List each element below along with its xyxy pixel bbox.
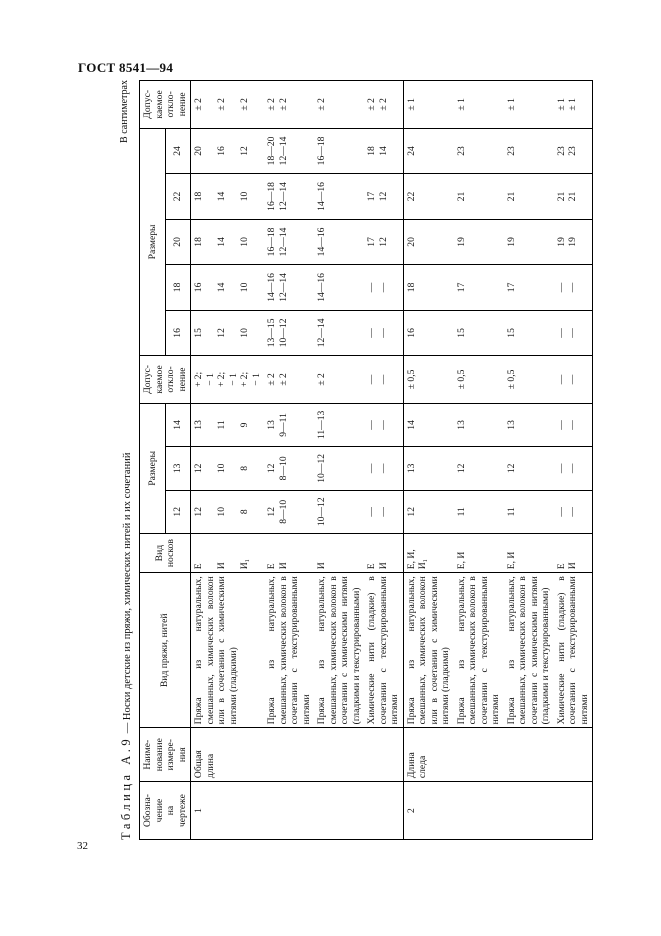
header-row bbox=[140, 81, 166, 840]
measurement-name-cell: Общая длина bbox=[191, 728, 265, 782]
size-value-cell: 12 bbox=[454, 447, 504, 490]
size-value-cell: — — bbox=[554, 490, 593, 533]
size-value-cell: 19 bbox=[504, 219, 554, 264]
tolerance-cell: ± 1 bbox=[504, 81, 554, 129]
measurement-name-cell bbox=[504, 728, 554, 782]
table-row bbox=[364, 81, 403, 840]
sock-type-cell: Е И bbox=[554, 533, 593, 572]
size-value-cell: 13 9—11 bbox=[264, 403, 314, 446]
size-value-cell: 17 12 bbox=[364, 219, 403, 264]
sock-type-cell: Е, И, И₁ bbox=[403, 533, 454, 572]
size-header: 14 bbox=[165, 403, 191, 446]
size-value-cell: 14—16 12—14 bbox=[264, 265, 314, 310]
size-header: 22 bbox=[165, 174, 191, 219]
size-value-cell: — — bbox=[364, 265, 403, 310]
size-value-cell: 11 bbox=[504, 490, 554, 533]
yarn-type-cell: Химические нити (гладкие) в сочетании с текстурированными нитями bbox=[554, 573, 593, 728]
size-value-cell: 12 8—10 bbox=[264, 447, 314, 490]
table-caption-title: — Носки детские из пряжи, химических нитей и их сочетаний bbox=[122, 452, 133, 734]
size-value-cell: 14—16 bbox=[314, 219, 364, 264]
size-value-cell: 13 11 9 bbox=[191, 403, 265, 446]
size-value-cell: 17 bbox=[454, 265, 504, 310]
size-value-cell: 12 8—10 bbox=[264, 490, 314, 533]
size-value-cell: 13 bbox=[504, 403, 554, 446]
sock-type-cell: Е, И bbox=[454, 533, 504, 572]
tolerance-cell: ± 2 bbox=[314, 356, 364, 404]
col-sock-type: Вид носков bbox=[140, 533, 191, 572]
size-header: 18 bbox=[165, 265, 191, 310]
size-value-cell: 18 14 10 bbox=[191, 174, 265, 219]
measurement-name-cell bbox=[554, 728, 593, 782]
size-value-cell: 23 bbox=[454, 128, 504, 174]
size-value-cell: 11 bbox=[454, 490, 504, 533]
size-value-cell: 23 bbox=[504, 128, 554, 174]
table-row bbox=[403, 81, 454, 840]
size-value-cell: 12—14 bbox=[314, 310, 364, 355]
designation-cell bbox=[454, 782, 504, 840]
table-body bbox=[191, 81, 593, 840]
sock-type-cell: Е И И₁ bbox=[191, 533, 265, 572]
sock-type-cell: Е И bbox=[364, 533, 403, 572]
col-designation: Обозна- чение на чертеже bbox=[140, 782, 191, 840]
tolerance-cell: ± 1 bbox=[454, 81, 504, 129]
size-value-cell: 18 14 bbox=[364, 128, 403, 174]
size-value-cell: 16—18 12—14 bbox=[264, 219, 314, 264]
size-value-cell: 10—12 bbox=[314, 447, 364, 490]
size-value-cell: — — bbox=[364, 447, 403, 490]
size-value-cell: 13 bbox=[403, 447, 454, 490]
size-header: 24 bbox=[165, 128, 191, 174]
designation-cell bbox=[554, 782, 593, 840]
tolerance-cell: ± 1 bbox=[403, 81, 454, 129]
size-value-cell: 22 bbox=[403, 174, 454, 219]
size-value-cell: 11—13 bbox=[314, 403, 364, 446]
measurement-name-cell bbox=[454, 728, 504, 782]
size-value-cell: 12 10 8 bbox=[191, 490, 265, 533]
col-tolerance-b: Допус- каемое откло- нение bbox=[140, 81, 191, 129]
tolerance-cell: ± 2 ± 2 bbox=[264, 356, 314, 404]
size-value-cell: 15 bbox=[504, 310, 554, 355]
size-value-cell: 16 bbox=[403, 310, 454, 355]
designation-cell: 1 bbox=[191, 782, 265, 840]
tolerance-cell: ± 1 ± 1 bbox=[554, 81, 593, 129]
yarn-type-cell: Пряжа из натуральных, смешанных, химических волокон или в сочетании с химическими нитями (гладкими) bbox=[403, 573, 454, 728]
tolerance-cell: ± 0,5 bbox=[454, 356, 504, 404]
col-tolerance-a: Допус- каемое откло- нение bbox=[140, 356, 191, 404]
size-header: 16 bbox=[165, 310, 191, 355]
measurement-name-cell: Длина следа bbox=[403, 728, 454, 782]
tolerance-cell: ± 2 bbox=[314, 81, 364, 129]
table-row bbox=[264, 81, 314, 840]
table-row bbox=[314, 81, 364, 840]
size-value-cell: 19 19 bbox=[554, 219, 593, 264]
col-sizes-group-b: Размеры bbox=[140, 128, 166, 355]
size-header: 13 bbox=[165, 447, 191, 490]
designation-cell bbox=[364, 782, 403, 840]
rotated-table-area bbox=[115, 80, 590, 840]
tolerance-cell: — — bbox=[554, 356, 593, 404]
size-value-cell: 17 12 bbox=[364, 174, 403, 219]
size-value-cell: 12 bbox=[504, 447, 554, 490]
size-value-cell: 23 23 bbox=[554, 128, 593, 174]
size-value-cell: 20 16 12 bbox=[191, 128, 265, 174]
designation-cell bbox=[314, 782, 364, 840]
size-value-cell: 12 bbox=[403, 490, 454, 533]
designation-cell: 2 bbox=[403, 782, 454, 840]
sock-type-cell: Е, И bbox=[504, 533, 554, 572]
col-measurement: Наиме- нование измере- ния bbox=[140, 728, 191, 782]
size-header: 20 bbox=[165, 219, 191, 264]
size-value-cell: 14—16 bbox=[314, 174, 364, 219]
table-frame bbox=[115, 80, 590, 840]
size-value-cell: 14 bbox=[403, 403, 454, 446]
size-value-cell: 12 10 8 bbox=[191, 447, 265, 490]
table-row bbox=[191, 81, 265, 840]
sock-type-cell: И bbox=[314, 533, 364, 572]
size-value-cell: 10—12 bbox=[314, 490, 364, 533]
tolerance-cell: ± 2 ± 2 ± 2 bbox=[191, 81, 265, 129]
size-value-cell: — — bbox=[554, 265, 593, 310]
designation-cell bbox=[264, 782, 314, 840]
designation-cell bbox=[504, 782, 554, 840]
sock-type-cell: Е И bbox=[264, 533, 314, 572]
col-sizes-group-a: Размеры bbox=[140, 403, 166, 533]
dimensions-table bbox=[139, 80, 593, 840]
size-value-cell: 21 bbox=[454, 174, 504, 219]
yarn-type-cell: Пряжа из натуральных, смешанных, химических волокон в сочетании с химическими нитями (гладкими и текстурированными) bbox=[314, 573, 364, 728]
size-value-cell: — — bbox=[554, 403, 593, 446]
size-value-cell: 21 21 bbox=[554, 174, 593, 219]
size-value-cell: 13 bbox=[454, 403, 504, 446]
size-value-cell: — — bbox=[364, 403, 403, 446]
document-header: ГОСТ 8541—94 bbox=[78, 60, 174, 75]
measurement-name-cell bbox=[264, 728, 314, 782]
size-header: 12 bbox=[165, 490, 191, 533]
size-value-cell: 18 bbox=[403, 265, 454, 310]
tolerance-cell: ± 2 ± 2 bbox=[264, 81, 314, 129]
measurement-name-cell bbox=[314, 728, 364, 782]
yarn-type-cell: Пряжа из натуральных, смешанных, химических волокон в сочетании с химическими нитями (гладкими и текстурированными) bbox=[504, 573, 554, 728]
tolerance-cell: ± 0,5 bbox=[403, 356, 454, 404]
tolerance-cell: — — bbox=[364, 356, 403, 404]
size-value-cell: 17 bbox=[504, 265, 554, 310]
col-yarn-type: Вид пряжи, нитей bbox=[140, 573, 191, 728]
tolerance-cell: ± 2 ± 2 bbox=[364, 81, 403, 129]
table-row bbox=[454, 81, 504, 840]
page-number: 32 bbox=[77, 840, 88, 852]
yarn-type-cell: Пряжа из натуральных, смешанных, химических волокон или в сочетании с химическими нитями (гладкими) bbox=[191, 573, 265, 728]
size-value-cell: 21 bbox=[504, 174, 554, 219]
yarn-type-cell: Химические нити (гладкие) в сочетании с текстурированными нитями bbox=[364, 573, 403, 728]
size-value-cell: 24 bbox=[403, 128, 454, 174]
size-value-cell: 13—15 10—12 bbox=[264, 310, 314, 355]
size-value-cell: 20 bbox=[403, 219, 454, 264]
tolerance-cell: ± 0,5 bbox=[504, 356, 554, 404]
yarn-type-cell: Пряжа из натуральных, смешанных, химических волокон в сочетании с текстурированными нитями bbox=[454, 573, 504, 728]
tolerance-cell: + 2; − 1 + 2; − 1 + 2; − 1 bbox=[191, 356, 265, 404]
table-caption-prefix: Таблица А.9 bbox=[119, 735, 133, 840]
size-value-cell: — — bbox=[364, 310, 403, 355]
size-value-cell: — — bbox=[554, 310, 593, 355]
units-note: В сантиметрах bbox=[119, 80, 130, 143]
size-value-cell: — — bbox=[554, 447, 593, 490]
table-caption bbox=[119, 80, 134, 840]
size-value-cell: 18 14 10 bbox=[191, 219, 265, 264]
size-value-cell: 18—20 12—14 bbox=[264, 128, 314, 174]
size-value-cell: 16 14 10 bbox=[191, 265, 265, 310]
size-value-cell: 16—18 bbox=[314, 128, 364, 174]
measurement-name-cell bbox=[364, 728, 403, 782]
size-value-cell: — — bbox=[364, 490, 403, 533]
size-value-cell: 16—18 12—14 bbox=[264, 174, 314, 219]
size-value-cell: 19 bbox=[454, 219, 504, 264]
size-value-cell: 15 12 10 bbox=[191, 310, 265, 355]
table-row bbox=[554, 81, 593, 840]
size-value-cell: 15 bbox=[454, 310, 504, 355]
yarn-type-cell: Пряжа из натуральных, смешанных, химических волокон в сочетании с текстурированными нитями bbox=[264, 573, 314, 728]
size-value-cell: 14—16 bbox=[314, 265, 364, 310]
table-row bbox=[504, 81, 554, 840]
